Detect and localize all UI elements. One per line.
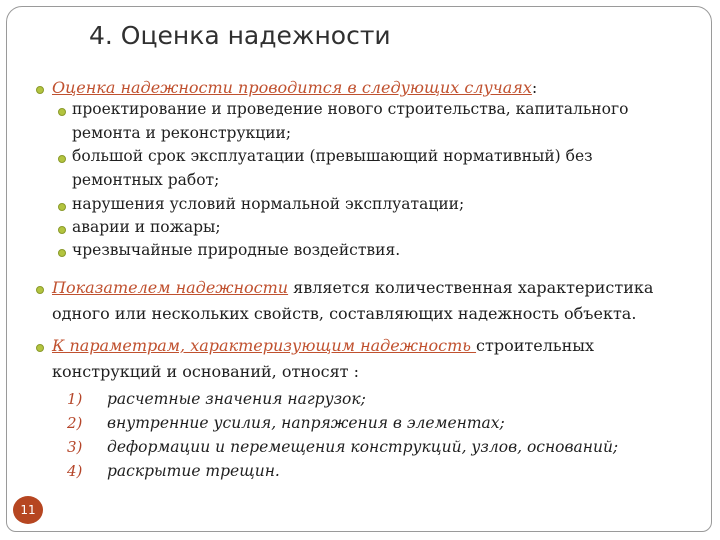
sub-item-4: аварии и пожары; <box>72 218 221 236</box>
bullet-3-line-1 <box>52 338 594 354</box>
bullet-1-link[interactable]: Оценка надежности проводится в следующих случаях <box>52 78 532 97</box>
list-number: 1) <box>67 390 83 408</box>
slide-title: 4. Оценка надежности <box>89 21 391 50</box>
bullet-2-link[interactable]: Показателем надежности <box>52 278 289 297</box>
numbered-item: деформации и перемещения конструкций, узлов, оснований; <box>107 438 619 456</box>
sub-item-1-line-1: проектирование и проведение нового строительства, капитального <box>72 100 629 118</box>
sub-bullet-dot <box>58 226 66 234</box>
bullet-3-line-2: конструкций и оснований, относят : <box>52 362 359 381</box>
bullet-1-tail: : <box>531 78 538 97</box>
bullet-3-tail: строительных <box>476 336 595 355</box>
list-number: 3) <box>67 438 83 456</box>
sub-bullet-dot <box>58 155 66 163</box>
bullet-3-link[interactable]: К параметрам, характеризующим надежность <box>52 336 477 355</box>
sub-bullet-dot <box>58 108 66 116</box>
bullet-dot <box>36 286 44 294</box>
bullet-1-text <box>52 80 537 96</box>
sub-item-1-line-2: ремонта и реконструкции; <box>72 124 292 142</box>
numbered-item: расчетные значения нагрузок; <box>107 390 366 408</box>
bullet-2-tail: является количественная характеристика <box>288 278 654 297</box>
bullet-2-line-1 <box>52 280 653 296</box>
numbered-item: раскрытие трещин. <box>107 462 280 480</box>
sub-bullet-dot <box>58 249 66 257</box>
sub-item-2-line-2: ремонтных работ; <box>72 171 220 189</box>
list-number: 4) <box>67 462 83 480</box>
sub-bullet-dot <box>58 203 66 211</box>
sub-item-3: нарушения условий нормальной эксплуатации; <box>72 195 465 213</box>
bullet-2-line-2: одного или нескольких свойств, составляющих надежность объекта. <box>52 304 637 323</box>
sub-item-5: чрезвычайные природные воздействия. <box>72 241 401 259</box>
sub-item-2-line-1: большой срок эксплуатации (превышающий нормативный) без <box>72 147 593 165</box>
bullet-dot <box>36 86 44 94</box>
numbered-item: внутренние усилия, напряжения в элементах; <box>107 414 505 432</box>
page-number-badge: 11 <box>13 496 43 524</box>
bullet-dot <box>36 344 44 352</box>
list-number: 2) <box>67 414 83 432</box>
